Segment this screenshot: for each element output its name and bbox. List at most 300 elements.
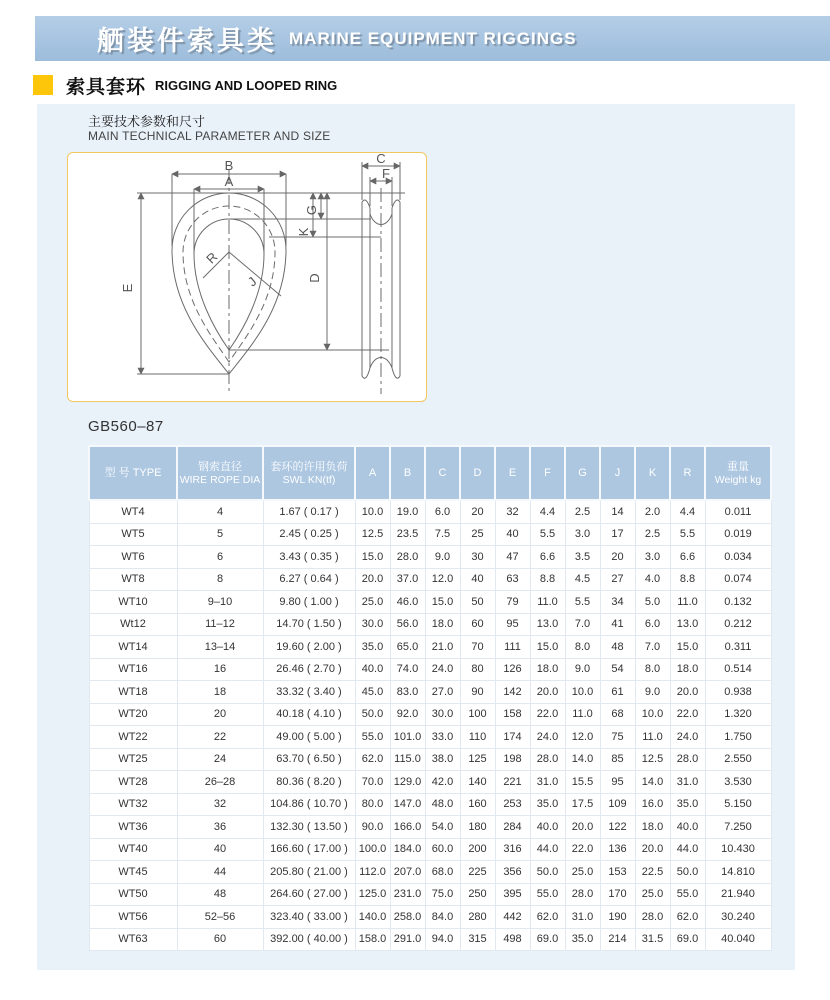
table-cell: 323.40 ( 33.00 ) <box>263 906 355 929</box>
table-cell: 4.4 <box>670 500 705 523</box>
table-cell: 184.0 <box>390 838 425 861</box>
table-cell: 5.0 <box>635 591 670 614</box>
table-cell: 80.0 <box>355 793 390 816</box>
table-cell: 44.0 <box>530 838 565 861</box>
table-cell: 392.00 ( 40.00 ) <box>263 928 355 951</box>
table-cell: 11–12 <box>177 613 263 636</box>
table-cell: 200 <box>460 838 495 861</box>
table-cell: 14.810 <box>705 861 771 884</box>
content-panel <box>37 104 795 970</box>
table-row <box>89 568 771 591</box>
table-cell: 8.8 <box>530 568 565 591</box>
table-row <box>89 523 771 546</box>
table-cell: 60 <box>460 613 495 636</box>
table-cell: 34 <box>600 591 635 614</box>
table-cell: 15.0 <box>425 591 460 614</box>
table-cell: 21.940 <box>705 883 771 906</box>
table-cell: 47 <box>495 546 530 569</box>
table-cell: 31.0 <box>670 771 705 794</box>
section-bullet-icon <box>33 75 53 95</box>
table-cell: 291.0 <box>390 928 425 951</box>
table-cell: 0.311 <box>705 636 771 659</box>
banner-title-zh: 舾装件索具类 <box>97 26 277 56</box>
table-cell: 174 <box>495 726 530 749</box>
table-cell: 70 <box>460 636 495 659</box>
intro-line-en: MAIN TECHNICAL PARAMETER AND SIZE <box>88 129 331 143</box>
table-cell: 221 <box>495 771 530 794</box>
table-cell: 63 <box>495 568 530 591</box>
table-cell: 10.0 <box>565 681 600 704</box>
table-cell: 25.0 <box>355 591 390 614</box>
table-cell: 7.0 <box>635 636 670 659</box>
standard-code: GB560–87 <box>88 418 164 435</box>
table-cell: 205.80 ( 21.00 ) <box>263 861 355 884</box>
table-cell: 147.0 <box>390 793 425 816</box>
table-cell: 498 <box>495 928 530 951</box>
banner-title-en: MARINE EQUIPMENT RIGGINGS <box>289 28 577 48</box>
table-cell: WT63 <box>89 928 177 951</box>
table-cell: 40.18 ( 4.10 ) <box>263 703 355 726</box>
table-cell: 160 <box>460 793 495 816</box>
table-cell: 140 <box>460 771 495 794</box>
table-cell: 26–28 <box>177 771 263 794</box>
table-cell: 15.5 <box>565 771 600 794</box>
table-cell: WT20 <box>89 703 177 726</box>
table-cell: 0.132 <box>705 591 771 614</box>
table-cell: 75.0 <box>425 883 460 906</box>
table-cell: 14 <box>600 500 635 523</box>
table-cell: 19.0 <box>390 500 425 523</box>
table-row <box>89 613 771 636</box>
dim-label-r: R <box>203 249 221 267</box>
table-row <box>89 793 771 816</box>
table-cell: 166.0 <box>390 816 425 839</box>
table-cell: WT28 <box>89 771 177 794</box>
table-cell: 170 <box>600 883 635 906</box>
table-cell: WT36 <box>89 816 177 839</box>
table-cell: 17 <box>600 523 635 546</box>
table-cell: 132.30 ( 13.50 ) <box>263 816 355 839</box>
table-cell: 125.0 <box>355 883 390 906</box>
table-cell: 1.320 <box>705 703 771 726</box>
table-cell: 2.5 <box>565 500 600 523</box>
table-cell: 60.0 <box>425 838 460 861</box>
table-cell: 21.0 <box>425 636 460 659</box>
table-cell: 20.0 <box>670 681 705 704</box>
table-cell: 40.0 <box>530 816 565 839</box>
column-header: R <box>670 446 705 500</box>
table-cell: WT40 <box>89 838 177 861</box>
table-row <box>89 658 771 681</box>
table-cell: 13.0 <box>530 613 565 636</box>
table-cell: 316 <box>495 838 530 861</box>
table-cell: 9.0 <box>635 681 670 704</box>
table-cell: 4.4 <box>530 500 565 523</box>
dim-label-f: F <box>382 166 390 181</box>
table-cell: Wt12 <box>89 613 177 636</box>
table-cell: 24.0 <box>530 726 565 749</box>
table-cell: 79 <box>495 591 530 614</box>
table-cell: 3.5 <box>565 546 600 569</box>
table-cell: 69.0 <box>670 928 705 951</box>
table-cell: 68.0 <box>425 861 460 884</box>
table-cell: 14.70 ( 1.50 ) <box>263 613 355 636</box>
table-cell: 35.0 <box>565 928 600 951</box>
table-cell: 35.0 <box>670 793 705 816</box>
table-cell: 4.5 <box>565 568 600 591</box>
dim-label-e: E <box>120 283 135 293</box>
table-cell: 31.0 <box>565 906 600 929</box>
spec-table-container <box>88 445 772 951</box>
table-cell: WT25 <box>89 748 177 771</box>
table-cell: 28.0 <box>530 748 565 771</box>
dim-label-a: A <box>224 174 234 189</box>
table-cell: 153 <box>600 861 635 884</box>
column-header: B <box>390 446 425 500</box>
table-cell: 5 <box>177 523 263 546</box>
table-cell: 395 <box>495 883 530 906</box>
table-cell: 38.0 <box>425 748 460 771</box>
table-cell: 158.0 <box>355 928 390 951</box>
table-cell: 25 <box>460 523 495 546</box>
spec-table-body <box>89 500 771 951</box>
table-cell: 27 <box>600 568 635 591</box>
spec-table-head <box>89 446 771 500</box>
table-cell: 5.5 <box>670 523 705 546</box>
table-cell: 15.0 <box>530 636 565 659</box>
table-cell: 30.0 <box>355 613 390 636</box>
table-cell: 13–14 <box>177 636 263 659</box>
table-cell: 75 <box>600 726 635 749</box>
table-row <box>89 883 771 906</box>
table-cell: 40.0 <box>670 816 705 839</box>
table-cell: 10.430 <box>705 838 771 861</box>
table-cell: 2.550 <box>705 748 771 771</box>
rail-cap <box>392 200 400 208</box>
table-cell: 85 <box>600 748 635 771</box>
table-cell: 26.46 ( 2.70 ) <box>263 658 355 681</box>
table-cell: 52–56 <box>177 906 263 929</box>
column-header: F <box>530 446 565 500</box>
thimble-diagram <box>69 154 425 400</box>
table-cell: 55.0 <box>355 726 390 749</box>
table-cell: 63.70 ( 6.50 ) <box>263 748 355 771</box>
table-cell: 36 <box>177 816 263 839</box>
table-row <box>89 861 771 884</box>
table-row <box>89 681 771 704</box>
table-cell: 20 <box>600 546 635 569</box>
table-cell: 6.27 ( 0.64 ) <box>263 568 355 591</box>
table-cell: 115.0 <box>390 748 425 771</box>
table-cell: 35.0 <box>355 636 390 659</box>
table-cell: 122 <box>600 816 635 839</box>
table-row <box>89 816 771 839</box>
table-cell: 55.0 <box>530 883 565 906</box>
table-cell: 12.0 <box>425 568 460 591</box>
column-header: J <box>600 446 635 500</box>
table-cell: 18.0 <box>635 816 670 839</box>
table-cell: WT22 <box>89 726 177 749</box>
table-cell: 104.86 ( 10.70 ) <box>263 793 355 816</box>
table-cell: WT18 <box>89 681 177 704</box>
table-row <box>89 748 771 771</box>
section-header <box>33 74 337 96</box>
table-cell: 30.240 <box>705 906 771 929</box>
table-cell: 198 <box>495 748 530 771</box>
rail-cap <box>362 368 370 378</box>
table-cell: WT45 <box>89 861 177 884</box>
table-cell: 7.0 <box>565 613 600 636</box>
table-cell: 190 <box>600 906 635 929</box>
table-cell: 125 <box>460 748 495 771</box>
table-cell: 50.0 <box>355 703 390 726</box>
table-cell: 18 <box>177 681 263 704</box>
table-cell: 8.8 <box>670 568 705 591</box>
table-cell: 48.0 <box>425 793 460 816</box>
rail-cap <box>362 200 370 208</box>
table-cell: 3.530 <box>705 771 771 794</box>
table-cell: 2.5 <box>635 523 670 546</box>
table-cell: 40 <box>177 838 263 861</box>
table-cell: 33.32 ( 3.40 ) <box>263 681 355 704</box>
table-cell: 25.0 <box>565 861 600 884</box>
table-cell: 95 <box>600 771 635 794</box>
table-cell: WT4 <box>89 500 177 523</box>
table-cell: WT56 <box>89 906 177 929</box>
table-cell: 6.0 <box>425 500 460 523</box>
table-cell: 2.45 ( 0.25 ) <box>263 523 355 546</box>
table-cell: 22.5 <box>635 861 670 884</box>
column-header: D <box>460 446 495 500</box>
table-cell: 60 <box>177 928 263 951</box>
table-cell: 41 <box>600 613 635 636</box>
table-cell: 6 <box>177 546 263 569</box>
table-cell: 0.074 <box>705 568 771 591</box>
table-cell: 61 <box>600 681 635 704</box>
table-cell: 62.0 <box>530 906 565 929</box>
table-row <box>89 906 771 929</box>
table-cell: 14.0 <box>565 748 600 771</box>
table-cell: 31.0 <box>530 771 565 794</box>
dim-label-j: J <box>244 273 260 290</box>
table-cell: 0.514 <box>705 658 771 681</box>
header-row <box>89 446 771 500</box>
table-cell: 40.0 <box>355 658 390 681</box>
table-cell: 9.0 <box>425 546 460 569</box>
table-row <box>89 500 771 523</box>
column-header: E <box>495 446 530 500</box>
table-cell: 16 <box>177 658 263 681</box>
table-cell: 62.0 <box>670 906 705 929</box>
table-cell: 35.0 <box>530 793 565 816</box>
table-cell: 3.0 <box>635 546 670 569</box>
table-cell: 231.0 <box>390 883 425 906</box>
table-cell: 48 <box>600 636 635 659</box>
dim-label-d: D <box>307 273 322 283</box>
table-cell: 20 <box>460 500 495 523</box>
table-cell: 140.0 <box>355 906 390 929</box>
table-cell: 5.150 <box>705 793 771 816</box>
column-header: 重量 Weight kg <box>705 446 771 500</box>
table-row <box>89 726 771 749</box>
table-cell: 180 <box>460 816 495 839</box>
table-cell: 0.034 <box>705 546 771 569</box>
table-cell: 207.0 <box>390 861 425 884</box>
table-cell: 5.5 <box>530 523 565 546</box>
table-cell: 22 <box>177 726 263 749</box>
table-cell: 28.0 <box>670 748 705 771</box>
table-cell: 100 <box>460 703 495 726</box>
table-cell: 8 <box>177 568 263 591</box>
table-cell: 12.0 <box>565 726 600 749</box>
column-header: K <box>635 446 670 500</box>
table-cell: 250 <box>460 883 495 906</box>
table-cell: 80 <box>460 658 495 681</box>
table-cell: 6.6 <box>670 546 705 569</box>
table-cell: 100.0 <box>355 838 390 861</box>
table-cell: 136 <box>600 838 635 861</box>
table-cell: 109 <box>600 793 635 816</box>
table-cell: 9.0 <box>565 658 600 681</box>
table-cell: 284 <box>495 816 530 839</box>
table-cell: 101.0 <box>390 726 425 749</box>
table-cell: 74.0 <box>390 658 425 681</box>
table-cell: 315 <box>460 928 495 951</box>
table-cell: 49.00 ( 5.00 ) <box>263 726 355 749</box>
table-cell: 50.0 <box>670 861 705 884</box>
table-cell: 12.5 <box>355 523 390 546</box>
table-cell: 24 <box>177 748 263 771</box>
table-cell: 9.80 ( 1.00 ) <box>263 591 355 614</box>
section-title-en: RIGGING AND LOOPED RING <box>155 77 338 93</box>
table-cell: 1.750 <box>705 726 771 749</box>
table-cell: 11.0 <box>530 591 565 614</box>
table-cell: 8.0 <box>635 658 670 681</box>
table-cell: 6.6 <box>530 546 565 569</box>
table-row <box>89 591 771 614</box>
table-cell: 166.60 ( 17.00 ) <box>263 838 355 861</box>
column-header: A <box>355 446 390 500</box>
table-cell: 17.5 <box>565 793 600 816</box>
spec-table <box>88 445 772 951</box>
table-cell: 15.0 <box>355 546 390 569</box>
table-row <box>89 928 771 951</box>
table-cell: 30 <box>460 546 495 569</box>
table-cell: 225 <box>460 861 495 884</box>
table-cell: 70.0 <box>355 771 390 794</box>
table-cell: 33.0 <box>425 726 460 749</box>
table-cell: WT50 <box>89 883 177 906</box>
table-cell: 30.0 <box>425 703 460 726</box>
table-cell: 5.5 <box>565 591 600 614</box>
table-cell: 12.5 <box>635 748 670 771</box>
table-cell: 158 <box>495 703 530 726</box>
table-cell: WT5 <box>89 523 177 546</box>
table-cell: 258.0 <box>390 906 425 929</box>
table-cell: 32 <box>495 500 530 523</box>
column-header: 型 号 TYPE <box>89 446 177 500</box>
dim-label-k: K <box>296 227 311 237</box>
table-cell: 69.0 <box>530 928 565 951</box>
table-cell: 42.0 <box>425 771 460 794</box>
page-banner <box>35 16 830 61</box>
table-row <box>89 771 771 794</box>
table-cell: 7.5 <box>425 523 460 546</box>
table-cell: 50.0 <box>530 861 565 884</box>
table-cell: 126 <box>495 658 530 681</box>
table-cell: 142 <box>495 681 530 704</box>
table-cell: 54 <box>600 658 635 681</box>
table-cell: 44.0 <box>670 838 705 861</box>
table-cell: 24.0 <box>425 658 460 681</box>
table-cell: 31.5 <box>635 928 670 951</box>
table-cell: WT16 <box>89 658 177 681</box>
table-cell: WT10 <box>89 591 177 614</box>
table-cell: 264.60 ( 27.00 ) <box>263 883 355 906</box>
table-cell: 11.0 <box>635 726 670 749</box>
section-title-zh: 索具套环 <box>66 76 147 98</box>
table-cell: 37.0 <box>390 568 425 591</box>
table-cell: 3.0 <box>565 523 600 546</box>
table-cell: 23.5 <box>390 523 425 546</box>
table-cell: 84.0 <box>425 906 460 929</box>
table-cell: 40 <box>460 568 495 591</box>
table-cell: 92.0 <box>390 703 425 726</box>
dim-label-c: C <box>376 154 386 166</box>
dim-label-b: B <box>224 158 234 173</box>
table-cell: 55.0 <box>670 883 705 906</box>
column-header: 套环的许用负荷 SWL KN(tf) <box>263 446 355 500</box>
table-cell: 18.0 <box>530 658 565 681</box>
table-cell: 20.0 <box>565 816 600 839</box>
table-cell: 25.0 <box>635 883 670 906</box>
table-cell: 32 <box>177 793 263 816</box>
technical-drawing <box>67 152 427 402</box>
table-cell: WT14 <box>89 636 177 659</box>
table-cell: 442 <box>495 906 530 929</box>
table-cell: 10.0 <box>355 500 390 523</box>
table-cell: 95 <box>495 613 530 636</box>
table-cell: 16.0 <box>635 793 670 816</box>
table-cell: 8.0 <box>565 636 600 659</box>
table-cell: 18.0 <box>425 613 460 636</box>
rail-cap <box>392 368 400 378</box>
table-cell: 20.0 <box>530 681 565 704</box>
table-cell: 0.011 <box>705 500 771 523</box>
table-cell: 90.0 <box>355 816 390 839</box>
table-cell: 22.0 <box>670 703 705 726</box>
table-cell: 214 <box>600 928 635 951</box>
table-cell: 20 <box>177 703 263 726</box>
table-cell: 0.019 <box>705 523 771 546</box>
table-cell: 280 <box>460 906 495 929</box>
table-cell: 0.938 <box>705 681 771 704</box>
intro-line-zh: 主要技术参数和尺寸 <box>88 114 206 129</box>
table-cell: 6.0 <box>635 613 670 636</box>
table-cell: 4.0 <box>635 568 670 591</box>
table-cell: 11.0 <box>670 591 705 614</box>
table-cell: 24.0 <box>670 726 705 749</box>
table-row <box>89 546 771 569</box>
table-cell: 20.0 <box>635 838 670 861</box>
table-cell: 13.0 <box>670 613 705 636</box>
table-cell: 46.0 <box>390 591 425 614</box>
column-header: 钢索直径 WIRE ROPE DIA <box>177 446 263 500</box>
table-row <box>89 636 771 659</box>
table-cell: 20.0 <box>355 568 390 591</box>
table-cell: 94.0 <box>425 928 460 951</box>
dim-label-g: G <box>304 204 319 216</box>
